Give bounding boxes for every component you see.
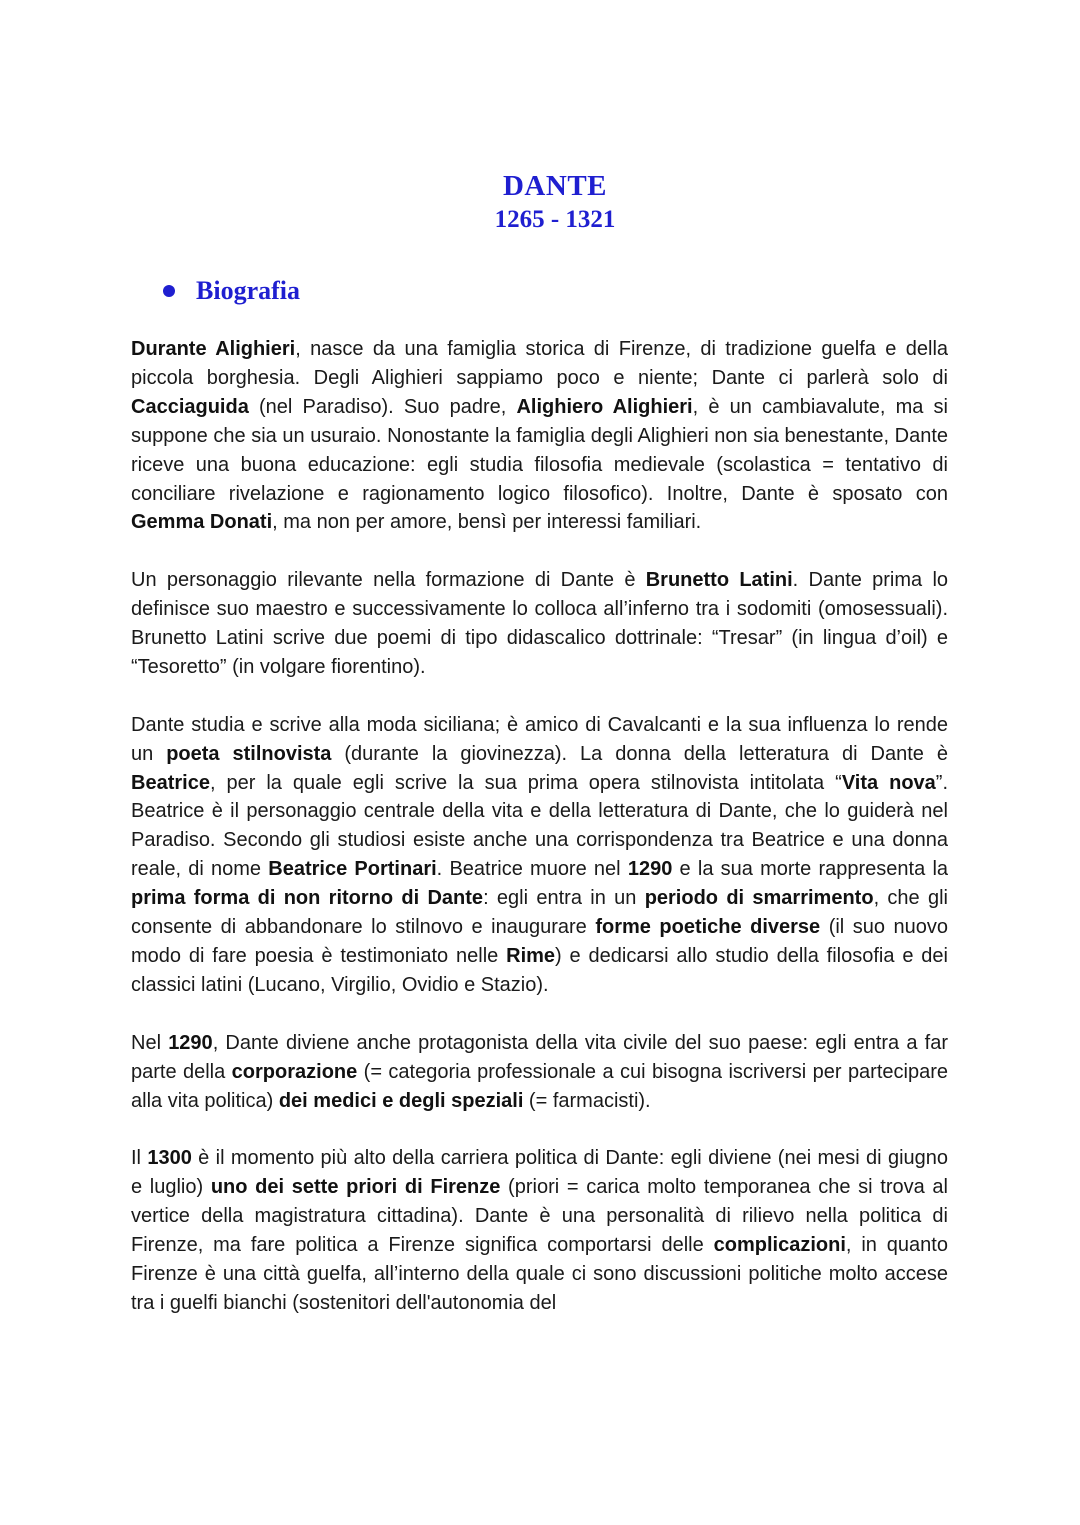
bold-text: Brunetto Latini — [645, 569, 793, 592]
section-heading-label: Biografia — [196, 276, 300, 305]
bullet-icon — [163, 285, 175, 297]
bold-text: Cacciaguida — [131, 395, 249, 418]
bold-text: 1290 — [168, 1031, 213, 1054]
bold-text: complicazioni — [713, 1234, 846, 1257]
bold-text: Durante Alighieri — [131, 338, 296, 360]
text-run: , che gli consente di abbandonare lo stilnovo e inaugurare — [131, 887, 948, 939]
paragraph — [131, 566, 948, 682]
paragraph — [131, 1029, 948, 1116]
text-run: Il — [131, 1147, 148, 1170]
text-run: Nel — [131, 1031, 169, 1054]
text-run: (nel Paradiso). Suo padre, — [248, 395, 517, 418]
paragraph — [131, 711, 948, 1000]
bold-text: forme poetiche diverse — [595, 916, 821, 939]
text-run: e la sua morte rappresenta la — [672, 858, 949, 881]
bold-text: Rime — [506, 945, 556, 967]
text-run: , per la quale egli scrive la sua prima opera stilnovista intitolata “ — [209, 771, 842, 794]
text-run: , è un cambiavalute, ma si suppone che sia un usuraio. Nonostante la famiglia degli Alighieri non sia benestante, Dante riceve una buona educazione: egli studia filosofia medievale (scolastica = tentativo di conciliare rivelazione e ragionamento logico filosofico). Inoltre, Dante è sposato con — [131, 395, 948, 505]
text-run: . Dante prima lo definisce suo maestro e successivamente lo colloca all’inferno tra i sodomiti (omosessuali). Brunetto Latini scrive due poemi di tipo didascalico dottrinale: “Tresar” (in lingua d’oil) e “Tesoretto” (in volgare fiorentino). — [131, 569, 949, 678]
text-run: (= farmacisti). — [523, 1089, 651, 1112]
paragraph — [131, 1144, 948, 1317]
bold-text: Beatrice — [131, 771, 210, 794]
text-run: : egli entra in un — [483, 887, 645, 910]
bold-text: poeta stilnovista — [166, 742, 332, 765]
text-run: . Beatrice muore nel — [436, 858, 628, 881]
bold-text: corporazione — [231, 1060, 358, 1083]
bold-text: prima forma di non ritorno di Dante — [131, 887, 484, 910]
document-title: DANTE — [502, 170, 607, 202]
bold-text: periodo di smarrimento — [644, 887, 874, 910]
text-run: (= categoria professionale a cui bisogna iscriversi per partecipare alla vita politica) — [131, 1060, 948, 1112]
body-text — [131, 335, 948, 1347]
text-run: , ma non per amore, bensì per interessi familiari. — [272, 511, 702, 534]
text-run: Un personaggio rilevante nella formazione di Dante è — [131, 569, 646, 592]
bold-text: Vita nova — [841, 771, 936, 794]
title-block — [0, 168, 1080, 236]
bold-text: 1300 — [147, 1147, 192, 1170]
text-run: ”. Beatrice è il personaggio centrale della vita e della letteratura di Dante, che lo guiderà nel Paradiso. Secondo gli studiosi esiste anche una corrispondenza tra Beatrice e una donna reale, di nome — [131, 771, 948, 881]
bold-text: 1290 — [627, 858, 673, 881]
paragraph — [131, 335, 948, 537]
bold-text: uno dei sette priori di Firenze — [210, 1176, 501, 1199]
text-run: , nasce da una famiglia storica di Firenze, di tradizione guelfa e della piccola borghesia. Degli Alighieri sappiamo poco e niente; Dante ci parlerà solo di — [131, 338, 949, 389]
document-dates: 1265 - 1321 — [494, 206, 616, 233]
bold-text: Gemma Donati — [131, 511, 273, 534]
bold-text: dei medici e degli speziali — [278, 1089, 524, 1112]
text-run: , in quanto Firenze è una città guelfa, all’interno della quale ci sono discussioni politiche molto accese tra i guelfi bianchi (sostenitori dell'autonomia del — [131, 1234, 948, 1314]
text-run: (il suo nuovo modo di fare poesia è testimoniato nelle — [131, 916, 948, 967]
text-run: è il momento più alto della carriera politica di Dante: egli diviene (nei mesi di giugno e luglio) — [131, 1147, 949, 1199]
text-run: ) e dedicarsi allo studio della filosofia e dei classici latini (Lucano, Virgilio, Ovidio e Stazio). — [131, 945, 948, 996]
text-run: , Dante diviene anche protagonista della vita civile del suo paese: egli entra a far parte della — [131, 1031, 948, 1083]
section-heading — [163, 274, 300, 308]
text-run: (durante la giovinezza). La donna della letteratura di Dante è — [331, 742, 948, 765]
text-run: Dante studia e scrive alla moda siciliana; è amico di Cavalcanti e la sua influenza lo rende un — [131, 713, 948, 765]
text-run: (priori = carica molto temporanea che si trova al vertice della magistratura cittadina). Dante è una personalità di rilievo nella politica di Firenze, ma fare politica a Firenze significa comportarsi delle — [131, 1176, 948, 1257]
bold-text: Beatrice Portinari — [268, 858, 437, 881]
bold-text: Alighiero Alighieri — [516, 395, 693, 418]
